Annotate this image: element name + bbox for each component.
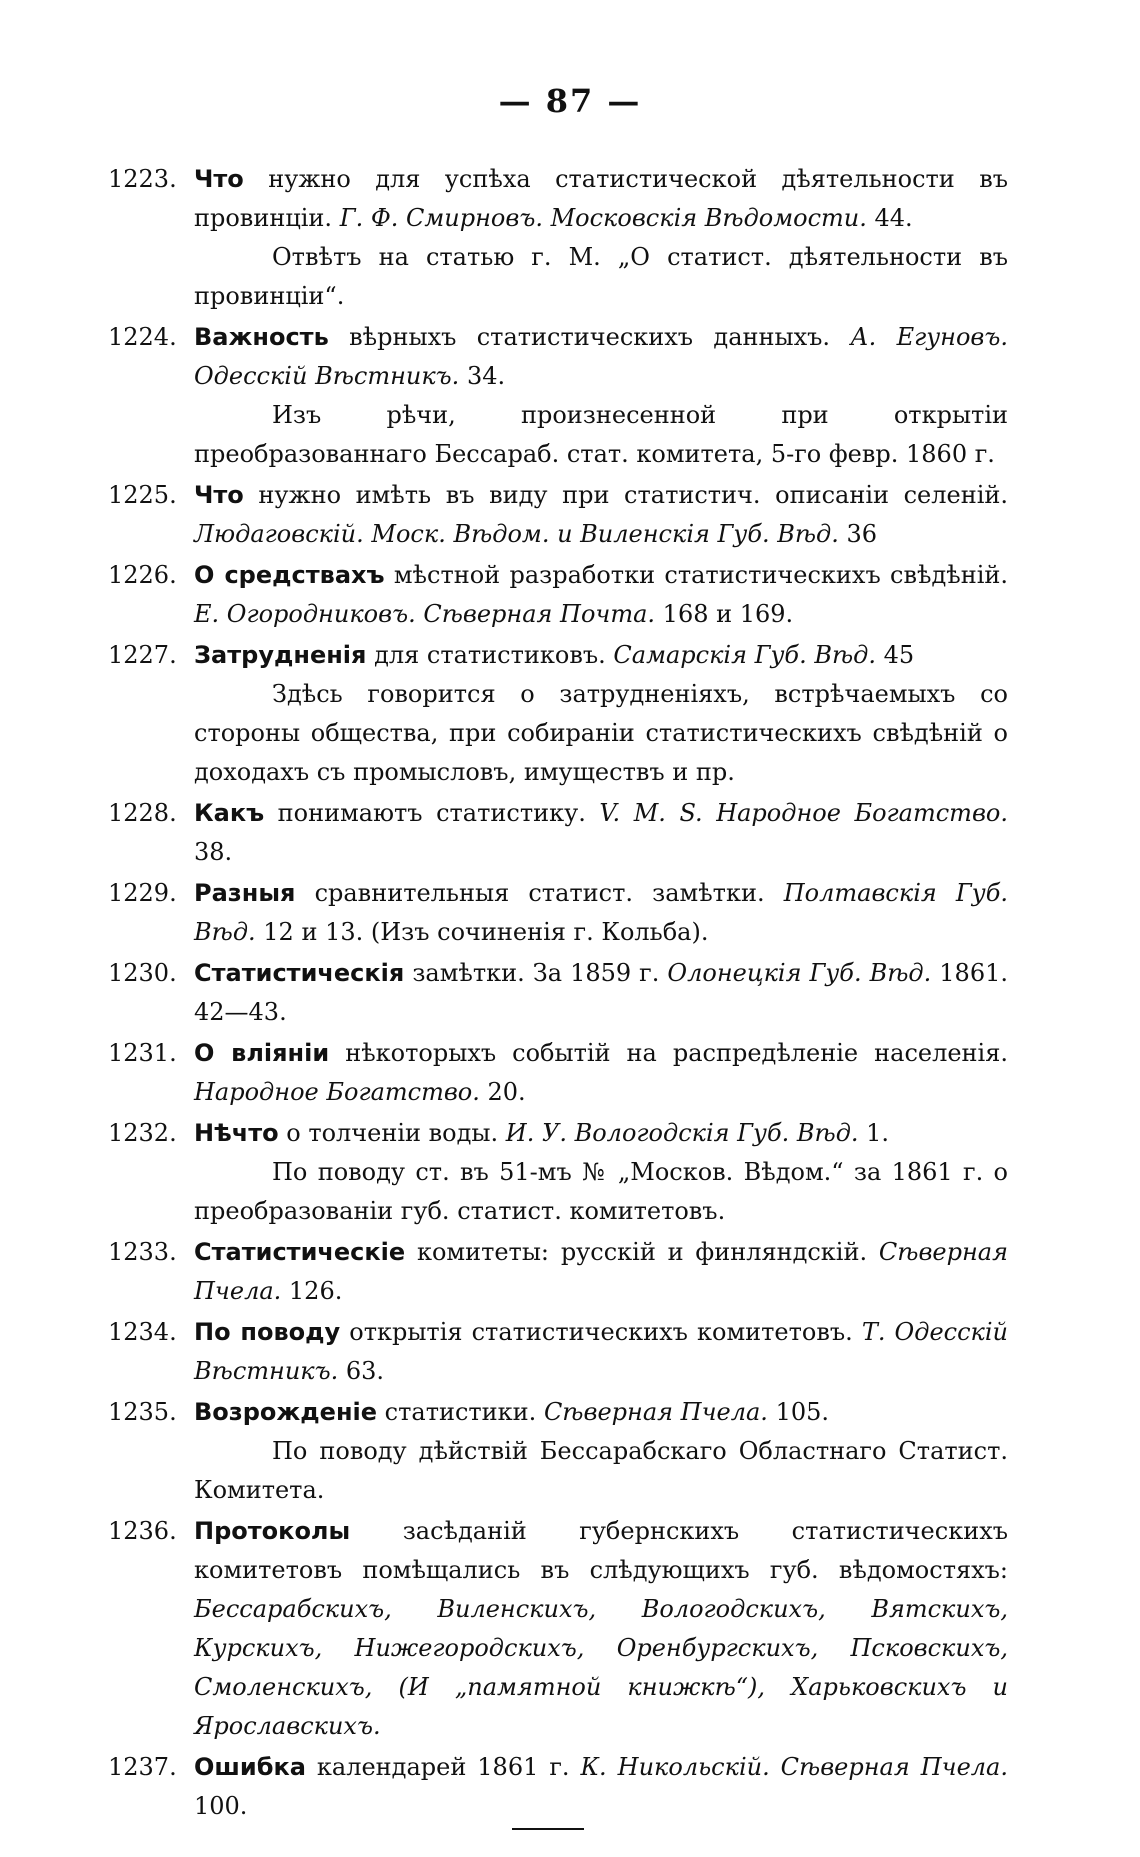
entry-issue: 1861. 42—43. xyxy=(194,959,1008,1026)
entry-author: V. M. S. xyxy=(599,799,703,827)
entry-number: 1225. xyxy=(108,481,177,509)
entry-issue: 168 и 169. xyxy=(655,600,794,628)
entry-source: Сѣверная Пчела. xyxy=(769,1753,1008,1781)
entry-title: По поводу xyxy=(194,1318,341,1346)
entry-number: 1226. xyxy=(108,561,177,589)
entry-title: Ошибка xyxy=(194,1753,306,1781)
entry-source: Народное Богатство. xyxy=(194,1078,480,1106)
entry-body xyxy=(194,1748,1008,1826)
entry-note: По поводу ст. въ 51-мъ № „Москов. Вѣдом.“ за 1861 г. о преобразованіи губ. статист. комитетовъ. xyxy=(194,1158,1008,1225)
entry-note: Изъ рѣчи, произнесенной при открытіи преобразованнаго Бессараб. стат. комитета, 5-го февр. 1860 г. xyxy=(194,401,1008,468)
list-item xyxy=(108,1393,1008,1510)
entry-title: Важность xyxy=(194,323,329,351)
list-item xyxy=(108,636,1008,792)
entry-source: Полтавскія Губ. Вѣд. xyxy=(194,879,1008,946)
entry-title: О средствахъ xyxy=(194,561,385,589)
list-item xyxy=(108,476,1008,554)
entry-text: вѣрныхъ статистическихъ данныхъ. xyxy=(328,323,851,351)
entry-source: Сѣверная Почта. xyxy=(415,600,656,628)
entry-source: Бессарабскихъ, Виленскихъ, Вологодскихъ, Вятскихъ, Курскихъ, Нижегородскихъ, Оренбургскихъ, Псковскихъ, Смоленскихъ, (И „памятной книжкѣ“), Харьковскихъ и Ярославскихъ. xyxy=(194,1595,1008,1740)
entry-author: Е. Огородниковъ. xyxy=(194,600,416,628)
entry-body xyxy=(194,794,1008,872)
entry-issue: 45 xyxy=(875,641,915,669)
list-item xyxy=(108,1233,1008,1311)
entry-number: 1227. xyxy=(108,641,177,669)
list-item xyxy=(108,1512,1008,1746)
list-item xyxy=(108,1034,1008,1112)
entry-note: Здѣсь говорится о затрудненіяхъ, встрѣчаемыхъ со стороны общества, при собираніи статистическихъ свѣдѣній о доходахъ съ промысловъ, имуществъ и пр. xyxy=(194,680,1008,786)
entry-body xyxy=(194,476,1008,554)
entry-title: Статистическія xyxy=(194,959,405,987)
list-item xyxy=(108,318,1008,474)
entry-author: Людаговскій. xyxy=(194,520,364,548)
entry-body xyxy=(194,1114,1008,1231)
entry-number: 1236. xyxy=(108,1517,177,1545)
entry-title: Нѣчто xyxy=(194,1119,279,1147)
entry-text: замѣтки. За 1859 г. xyxy=(404,959,668,987)
list-item xyxy=(108,160,1008,316)
entry-issue: 63. xyxy=(338,1357,385,1385)
entry-body xyxy=(194,318,1008,474)
entry-text: календарей 1861 г. xyxy=(305,1753,581,1781)
entry-text: сравнительныя статист. замѣтки. xyxy=(295,879,784,907)
entry-issue: 34. xyxy=(459,362,506,390)
entry-body xyxy=(194,954,1008,1032)
entry-title: Статистическіе xyxy=(194,1238,406,1266)
list-item xyxy=(108,954,1008,1032)
end-rule xyxy=(512,1828,584,1830)
entry-issue: 100. xyxy=(194,1792,248,1820)
entry-text: открытія статистическихъ комитетовъ. xyxy=(340,1318,862,1346)
entry-note: По поводу дѣйствій Бессарабскаго Областнаго Статист. Комитета. xyxy=(194,1437,1008,1504)
entry-title: Возрожденіе xyxy=(194,1398,378,1426)
entry-text: для статистиковъ. xyxy=(366,641,614,669)
entry-source: Московскія Вѣдомости. xyxy=(542,204,867,232)
entry-text: мѣстной разработки статистическихъ свѣдѣній. xyxy=(384,561,1008,589)
list-item xyxy=(108,1114,1008,1231)
entry-number: 1234. xyxy=(108,1318,177,1346)
entry-source: Одесскій Вѣстникъ. xyxy=(194,1318,1008,1385)
entry-number: 1232. xyxy=(108,1119,177,1147)
entry-number: 1231. xyxy=(108,1039,177,1067)
entry-issue: 20. xyxy=(479,1078,526,1106)
entry-number: 1230. xyxy=(108,959,177,987)
entry-source: Народное Богатство. xyxy=(702,799,1008,827)
bibliography-list xyxy=(108,160,1008,1828)
entry-text: статистики. xyxy=(377,1398,544,1426)
entry-body xyxy=(194,1233,1008,1311)
entry-title: Затрудненія xyxy=(194,641,367,669)
entry-title: Какъ xyxy=(194,799,265,827)
entry-author: К. Никольскій. xyxy=(580,1753,770,1781)
entry-number: 1233. xyxy=(108,1238,177,1266)
entry-text: понимаютъ статистику. xyxy=(264,799,600,827)
entry-body xyxy=(194,160,1008,316)
entry-title: О вліяніи xyxy=(194,1039,330,1067)
entry-source: Моск. Вѣдом. и Виленскія Губ. Вѣд. xyxy=(363,520,839,548)
entry-source: Сѣверная Пчела. xyxy=(194,1238,1008,1305)
entry-issue: 38. xyxy=(194,838,233,866)
entry-number: 1223. xyxy=(108,165,177,193)
entry-body xyxy=(194,874,1008,952)
entry-number: 1224. xyxy=(108,323,177,351)
list-item xyxy=(108,1313,1008,1391)
list-item xyxy=(108,1748,1008,1826)
entry-number: 1229. xyxy=(108,879,177,907)
entry-author: А. Егуновъ. xyxy=(850,323,1008,351)
list-item xyxy=(108,874,1008,952)
entry-author: И. У. xyxy=(505,1119,567,1147)
entry-text: нѣкоторыхъ событій на распредѣленіе населенія. xyxy=(329,1039,1008,1067)
entry-title: Что xyxy=(194,481,244,509)
entry-text: о толченіи воды. xyxy=(278,1119,506,1147)
entry-source: Вологодскія Губ. Вѣд. xyxy=(566,1119,859,1147)
entry-body xyxy=(194,556,1008,634)
entry-author: Г. Ф. Смирновъ. xyxy=(339,204,543,232)
entry-source: Самарскія Губ. Вѣд. xyxy=(613,641,876,669)
entry-number: 1237. xyxy=(108,1753,177,1781)
entry-text: нужно имѣть въ виду при статистич. описаніи селеній. xyxy=(243,481,1008,509)
entry-body xyxy=(194,1512,1008,1746)
entry-issue: 12 и 13. (Изъ сочиненія г. Кольба). xyxy=(255,918,709,946)
entry-source: Сѣверная Пчела. xyxy=(543,1398,768,1426)
entry-issue: 44. xyxy=(866,204,913,232)
entry-number: 1228. xyxy=(108,799,177,827)
entry-body xyxy=(194,1313,1008,1391)
page-number: — 87 — xyxy=(498,82,642,120)
entry-title: Протоколы xyxy=(194,1517,351,1545)
list-item xyxy=(108,794,1008,872)
entry-author: Т. xyxy=(861,1318,886,1346)
entry-issue: 36 xyxy=(838,520,878,548)
entry-text: комитеты: русскій и финляндскій. xyxy=(405,1238,879,1266)
entry-body xyxy=(194,636,1008,792)
entry-body xyxy=(194,1393,1008,1510)
entry-body xyxy=(194,1034,1008,1112)
entry-number: 1235. xyxy=(108,1398,177,1426)
list-item xyxy=(108,556,1008,634)
entry-issue: 105. xyxy=(767,1398,830,1426)
entry-note: Отвѣтъ на статью г. М. „О статист. дѣятельности въ провинціи“. xyxy=(194,243,1008,310)
entry-source: Одесскій Вѣстникъ. xyxy=(194,362,460,390)
entry-text: нужно для успѣха статистической дѣятельности въ провинціи. xyxy=(194,165,1008,232)
entry-title: Что xyxy=(194,165,244,193)
entry-title: Разныя xyxy=(194,879,296,907)
entry-source: Олонецкія Губ. Вѣд. xyxy=(667,959,932,987)
entry-issue: 126. xyxy=(281,1277,343,1305)
entry-issue: 1. xyxy=(858,1119,890,1147)
entry-text: засѣданій губернскихъ статистическихъ комитетовъ помѣщались въ слѣдующихъ губ. вѣдомостяхъ: xyxy=(194,1517,1008,1584)
